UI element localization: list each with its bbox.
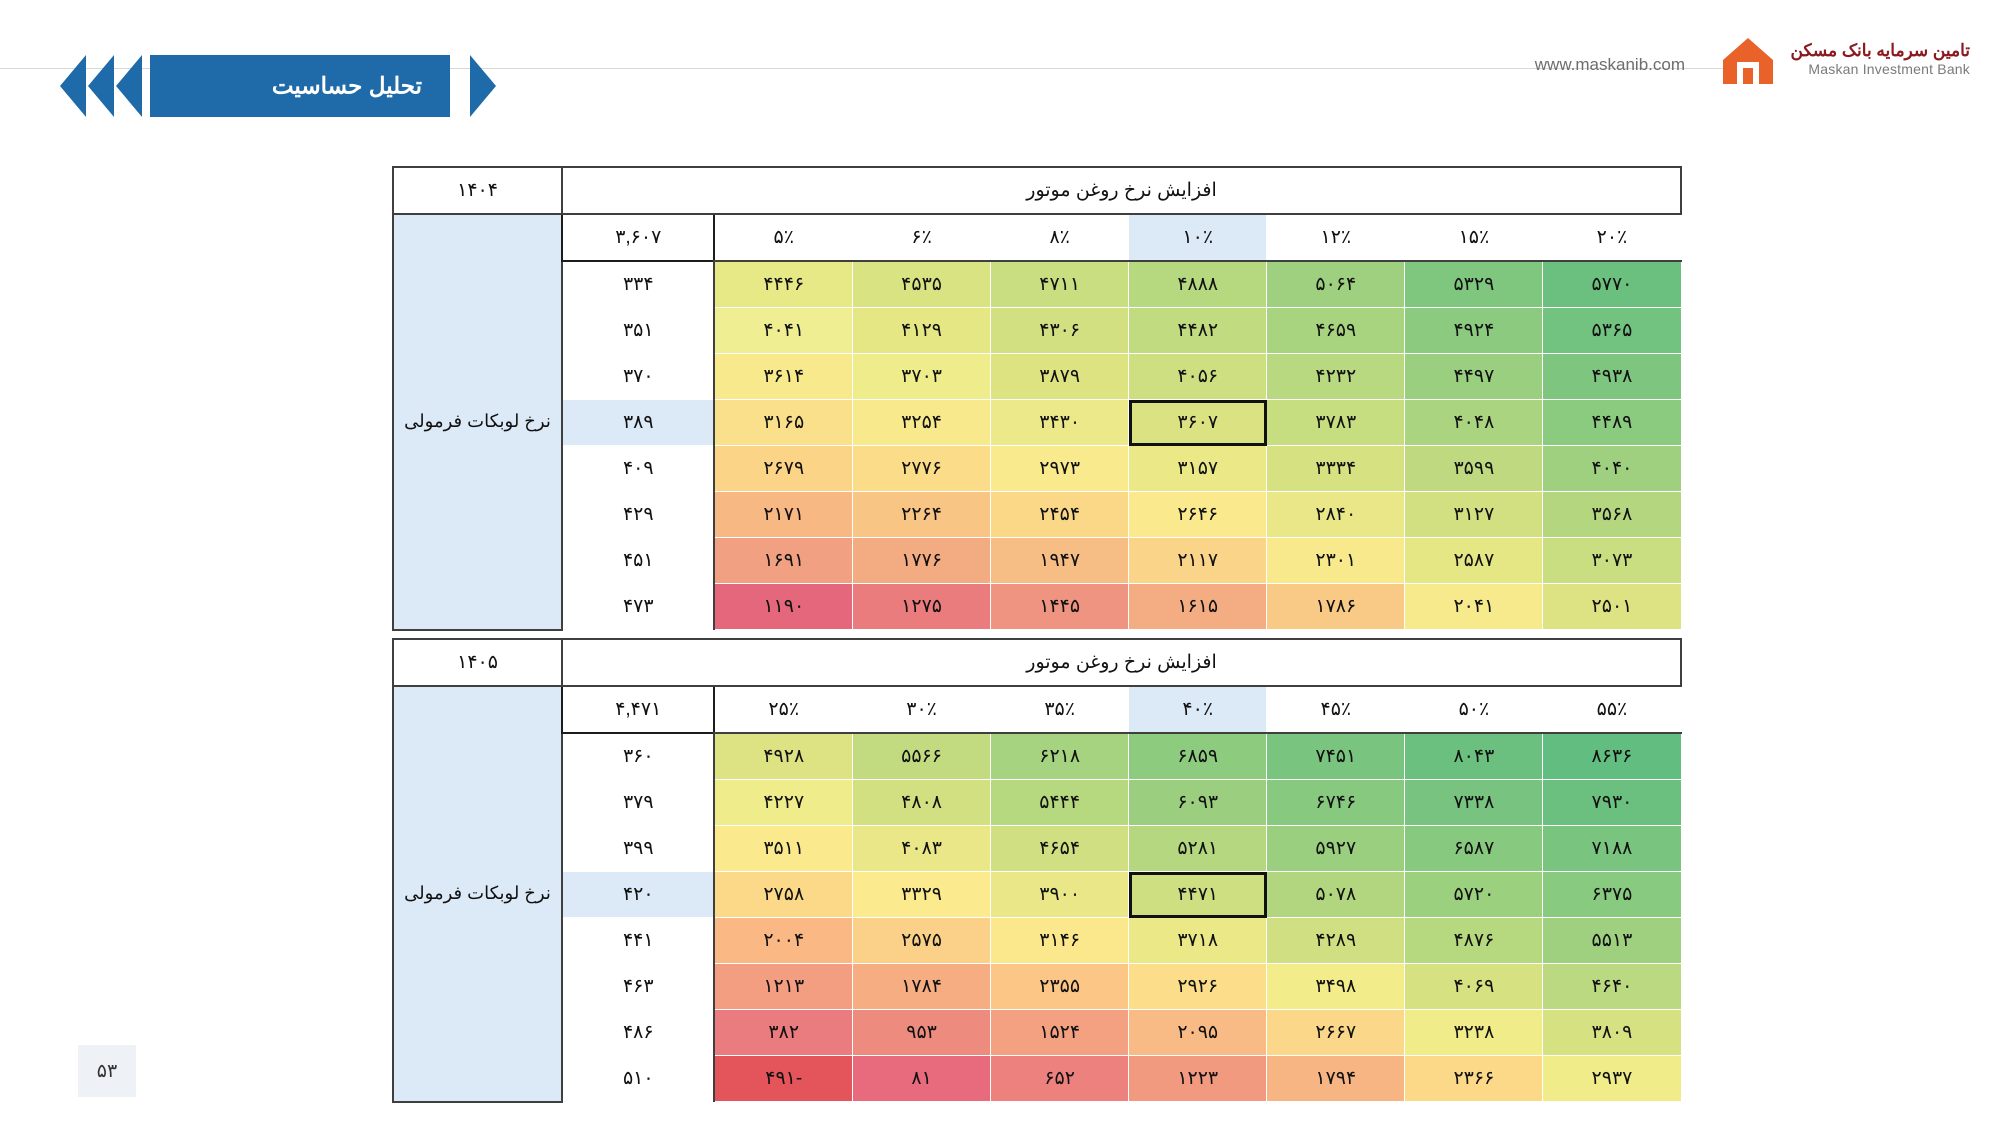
brand-name-en: Maskan Investment Bank [1808, 60, 1970, 77]
data-cell: ۴۸۰۸ [853, 780, 991, 826]
row-header: ۴۵۱ [562, 538, 714, 584]
data-cell: ۳۱۵۷ [1129, 446, 1267, 492]
data-cell: ۷۹۳۰ [1543, 780, 1681, 826]
data-cell: ۳۸۲ [714, 1010, 852, 1056]
data-cell: ۱۷۹۴ [1267, 1056, 1405, 1102]
data-cell: ۱۹۴۷ [991, 538, 1129, 584]
data-cell: ۳۱۶۵ [714, 400, 852, 446]
chevron-right-icon [470, 55, 496, 117]
table-row [393, 780, 1681, 826]
data-cell: ۶۵۸۷ [1405, 826, 1543, 872]
data-cell: ۲۹۳۷ [1543, 1056, 1681, 1102]
data-cell: ۵۰۷۸ [1267, 872, 1405, 918]
row-header: ۳۷۰ [562, 354, 714, 400]
chevron-left-icon-1 [60, 55, 86, 117]
row-header: ۳۵۱ [562, 308, 714, 354]
data-cell: ۴۲۸۹ [1267, 918, 1405, 964]
base-value-cell: ۳,۶۰۷ [562, 214, 714, 261]
data-cell: ۳۵۱۱ [714, 826, 852, 872]
data-cell: ۵۰۶۴ [1267, 261, 1405, 308]
table-row [393, 400, 1681, 446]
data-cell: ۸۰۴۳ [1405, 733, 1543, 780]
data-cell: ۴۰۸۳ [853, 826, 991, 872]
data-cell: ۳۷۰۳ [853, 354, 991, 400]
table-row [393, 492, 1681, 538]
column-header: ۲۵٪ [714, 686, 852, 733]
row-header: ۴۶۳ [562, 964, 714, 1010]
data-cell: ۱۲۲۳ [1129, 1056, 1267, 1102]
data-cell: ۶۸۵۹ [1129, 733, 1267, 780]
data-cell: ۵۷۷۰ [1543, 261, 1681, 308]
column-header: ۳۰٪ [853, 686, 991, 733]
data-cell: ۴۴۸۹ [1543, 400, 1681, 446]
data-cell: ۵۴۴۴ [991, 780, 1129, 826]
band-title: افزایش نرخ روغن موتور [562, 639, 1681, 686]
row-header: ۳۳۴ [562, 261, 714, 308]
data-cell: ۶۵۲ [991, 1056, 1129, 1102]
data-cell: ۸۶۳۶ [1543, 733, 1681, 780]
data-cell: ۱۷۷۶ [853, 538, 991, 584]
data-cell: ۸۱ [853, 1056, 991, 1102]
table-row [393, 308, 1681, 354]
table-row [393, 584, 1681, 630]
data-cell: ۱۷۸۶ [1267, 584, 1405, 630]
side-axis-label: نرخ لوبکات فرمولی [393, 686, 562, 1102]
data-cell: ۳۶۱۴ [714, 354, 852, 400]
sensitivity-table-1404 [392, 166, 1682, 631]
data-cell: ۲۷۷۶ [853, 446, 991, 492]
data-cell: ۴۳۰۶ [991, 308, 1129, 354]
table-row [393, 446, 1681, 492]
data-cell: ۲۶۷۹ [714, 446, 852, 492]
data-cell: ۳۵۶۸ [1543, 492, 1681, 538]
chevron-left-icon-3 [116, 55, 142, 117]
row-header: ۳۶۰ [562, 733, 714, 780]
table-row [393, 538, 1681, 584]
page-header [0, 0, 2000, 150]
website-url: www.maskanib.com [1534, 55, 1685, 74]
data-cell: ۴۸۷۶ [1405, 918, 1543, 964]
data-cell: ۳۸۰۹ [1543, 1010, 1681, 1056]
data-cell: ۴۸۸۸ [1129, 261, 1267, 308]
data-cell: ۴۴۹۷ [1405, 354, 1543, 400]
data-cell: ۲۲۶۴ [853, 492, 991, 538]
row-header: ۴۷۳ [562, 584, 714, 630]
data-cell: ۵۳۲۹ [1405, 261, 1543, 308]
data-cell: ۳۳۳۴ [1267, 446, 1405, 492]
data-cell: ۵۷۲۰ [1405, 872, 1543, 918]
column-header: ۱۲٪ [1267, 214, 1405, 261]
column-header: ۸٪ [991, 214, 1129, 261]
data-cell: ۱۲۷۵ [853, 584, 991, 630]
data-cell: ۲۵۰۱ [1543, 584, 1681, 630]
brand-logo [1719, 30, 1970, 88]
section-title-banner [60, 55, 510, 117]
page-number: ۵۳ [78, 1045, 136, 1097]
band-title: افزایش نرخ روغن موتور [562, 167, 1681, 214]
data-cell: ۳۴۳۰ [991, 400, 1129, 446]
data-cell: ۴۱۲۹ [853, 308, 991, 354]
data-cell: ۳۱۲۷ [1405, 492, 1543, 538]
data-cell: ۴۰۴۰ [1543, 446, 1681, 492]
column-header: ۲۰٪ [1543, 214, 1681, 261]
data-cell: ۴۹۳۸ [1543, 354, 1681, 400]
data-cell: ۴۴۴۶ [714, 261, 852, 308]
sensitivity-grid [392, 638, 1682, 1103]
data-cell: ۳۵۹۹ [1405, 446, 1543, 492]
column-header: ۵۵٪ [1543, 686, 1681, 733]
data-cell: ۲۵۷۵ [853, 918, 991, 964]
column-header: ۵۰٪ [1405, 686, 1543, 733]
data-cell: ۵۳۶۵ [1543, 308, 1681, 354]
column-header: ۴۵٪ [1267, 686, 1405, 733]
row-header: ۴۲۹ [562, 492, 714, 538]
data-cell: ۴۶۵۴ [991, 826, 1129, 872]
data-cell: ۳۴۹۸ [1267, 964, 1405, 1010]
data-cell: ۲۴۵۴ [991, 492, 1129, 538]
data-cell: ۵۹۲۷ [1267, 826, 1405, 872]
brand-name-fa: تامین سرمایه بانک مسکن [1790, 40, 1970, 60]
chevron-left-icon-2 [88, 55, 114, 117]
data-cell: ۱۴۴۵ [991, 584, 1129, 630]
column-header: ۳۵٪ [991, 686, 1129, 733]
base-value-cell: ۴,۴۷۱ [562, 686, 714, 733]
table-row [393, 261, 1681, 308]
column-header: ۴۰٪ [1129, 686, 1267, 733]
base-case-cell: ۴۴۷۱ [1129, 872, 1267, 918]
data-cell: ۴۴۸۲ [1129, 308, 1267, 354]
bank-house-icon [1719, 30, 1777, 88]
data-cell: ۴۷۱۱ [991, 261, 1129, 308]
data-cell: ۴۰۶۹ [1405, 964, 1543, 1010]
column-header: ۱۰٪ [1129, 214, 1267, 261]
data-cell: ۳۷۸۳ [1267, 400, 1405, 446]
table-row [393, 1010, 1681, 1056]
data-cell: ۲۳۰۱ [1267, 538, 1405, 584]
data-cell: -۴۹۱ [714, 1056, 852, 1102]
sensitivity-grid [392, 166, 1682, 631]
data-cell: ۳۷۱۸ [1129, 918, 1267, 964]
row-header: ۴۸۶ [562, 1010, 714, 1056]
data-cell: ۲۱۷۱ [714, 492, 852, 538]
data-cell: ۳۲۵۴ [853, 400, 991, 446]
data-cell: ۲۹۲۶ [1129, 964, 1267, 1010]
data-cell: ۵۵۱۳ [1543, 918, 1681, 964]
row-header: ۵۱۰ [562, 1056, 714, 1102]
year-label: ۱۴۰۴ [393, 167, 562, 214]
data-cell: ۷۴۵۱ [1267, 733, 1405, 780]
data-cell: ۲۶۶۷ [1267, 1010, 1405, 1056]
data-cell: ۲۸۴۰ [1267, 492, 1405, 538]
data-cell: ۵۵۶۶ [853, 733, 991, 780]
data-cell: ۶۲۱۸ [991, 733, 1129, 780]
section-title-text: تحلیل حساسیت [271, 72, 422, 99]
table-row [393, 354, 1681, 400]
data-cell: ۴۶۴۰ [1543, 964, 1681, 1010]
table-row [393, 1056, 1681, 1102]
row-header: ۳۹۹ [562, 826, 714, 872]
data-cell: ۶۳۷۵ [1543, 872, 1681, 918]
data-cell: ۴۹۲۸ [714, 733, 852, 780]
data-cell: ۱۱۹۰ [714, 584, 852, 630]
data-cell: ۳۱۴۶ [991, 918, 1129, 964]
table-row [393, 964, 1681, 1010]
data-cell: ۳۹۰۰ [991, 872, 1129, 918]
data-cell: ۳۲۳۸ [1405, 1010, 1543, 1056]
data-cell: ۲۳۵۵ [991, 964, 1129, 1010]
data-cell: ۹۵۳ [853, 1010, 991, 1056]
column-header: ۱۵٪ [1405, 214, 1543, 261]
data-cell: ۱۵۲۴ [991, 1010, 1129, 1056]
table-row [393, 733, 1681, 780]
data-cell: ۶۷۴۶ [1267, 780, 1405, 826]
data-cell: ۱۲۱۳ [714, 964, 852, 1010]
sensitivity-table-1405 [392, 638, 1682, 1103]
data-cell: ۴۲۳۲ [1267, 354, 1405, 400]
data-cell: ۴۲۲۷ [714, 780, 852, 826]
data-cell: ۲۰۴۱ [1405, 584, 1543, 630]
data-cell: ۲۰۰۴ [714, 918, 852, 964]
data-cell: ۷۳۳۸ [1405, 780, 1543, 826]
data-cell: ۵۲۸۱ [1129, 826, 1267, 872]
data-cell: ۴۰۴۸ [1405, 400, 1543, 446]
table-row [393, 872, 1681, 918]
table-row [393, 918, 1681, 964]
row-header: ۴۲۰ [562, 872, 714, 918]
row-header: ۳۷۹ [562, 780, 714, 826]
data-cell: ۲۷۵۸ [714, 872, 852, 918]
data-cell: ۱۷۸۴ [853, 964, 991, 1010]
data-cell: ۳۸۷۹ [991, 354, 1129, 400]
row-header: ۴۴۱ [562, 918, 714, 964]
data-cell: ۱۶۱۵ [1129, 584, 1267, 630]
data-cell: ۴۹۲۴ [1405, 308, 1543, 354]
table-row [393, 826, 1681, 872]
data-cell: ۲۹۷۳ [991, 446, 1129, 492]
data-cell: ۲۵۸۷ [1405, 538, 1543, 584]
data-cell: ۲۰۹۵ [1129, 1010, 1267, 1056]
data-cell: ۲۳۶۶ [1405, 1056, 1543, 1102]
data-cell: ۴۰۴۱ [714, 308, 852, 354]
data-cell: ۳۳۲۹ [853, 872, 991, 918]
data-cell: ۶۰۹۳ [1129, 780, 1267, 826]
row-header: ۳۸۹ [562, 400, 714, 446]
data-cell: ۳۰۷۳ [1543, 538, 1681, 584]
data-cell: ۲۱۱۷ [1129, 538, 1267, 584]
data-cell: ۴۰۵۶ [1129, 354, 1267, 400]
data-cell: ۴۶۵۹ [1267, 308, 1405, 354]
base-case-cell: ۳۶۰۷ [1129, 400, 1267, 446]
row-header: ۴۰۹ [562, 446, 714, 492]
year-label: ۱۴۰۵ [393, 639, 562, 686]
column-header: ۶٪ [853, 214, 991, 261]
data-cell: ۱۶۹۱ [714, 538, 852, 584]
side-axis-label: نرخ لوبکات فرمولی [393, 214, 562, 630]
column-header: ۵٪ [714, 214, 852, 261]
data-cell: ۴۵۳۵ [853, 261, 991, 308]
data-cell: ۲۶۴۶ [1129, 492, 1267, 538]
data-cell: ۷۱۸۸ [1543, 826, 1681, 872]
